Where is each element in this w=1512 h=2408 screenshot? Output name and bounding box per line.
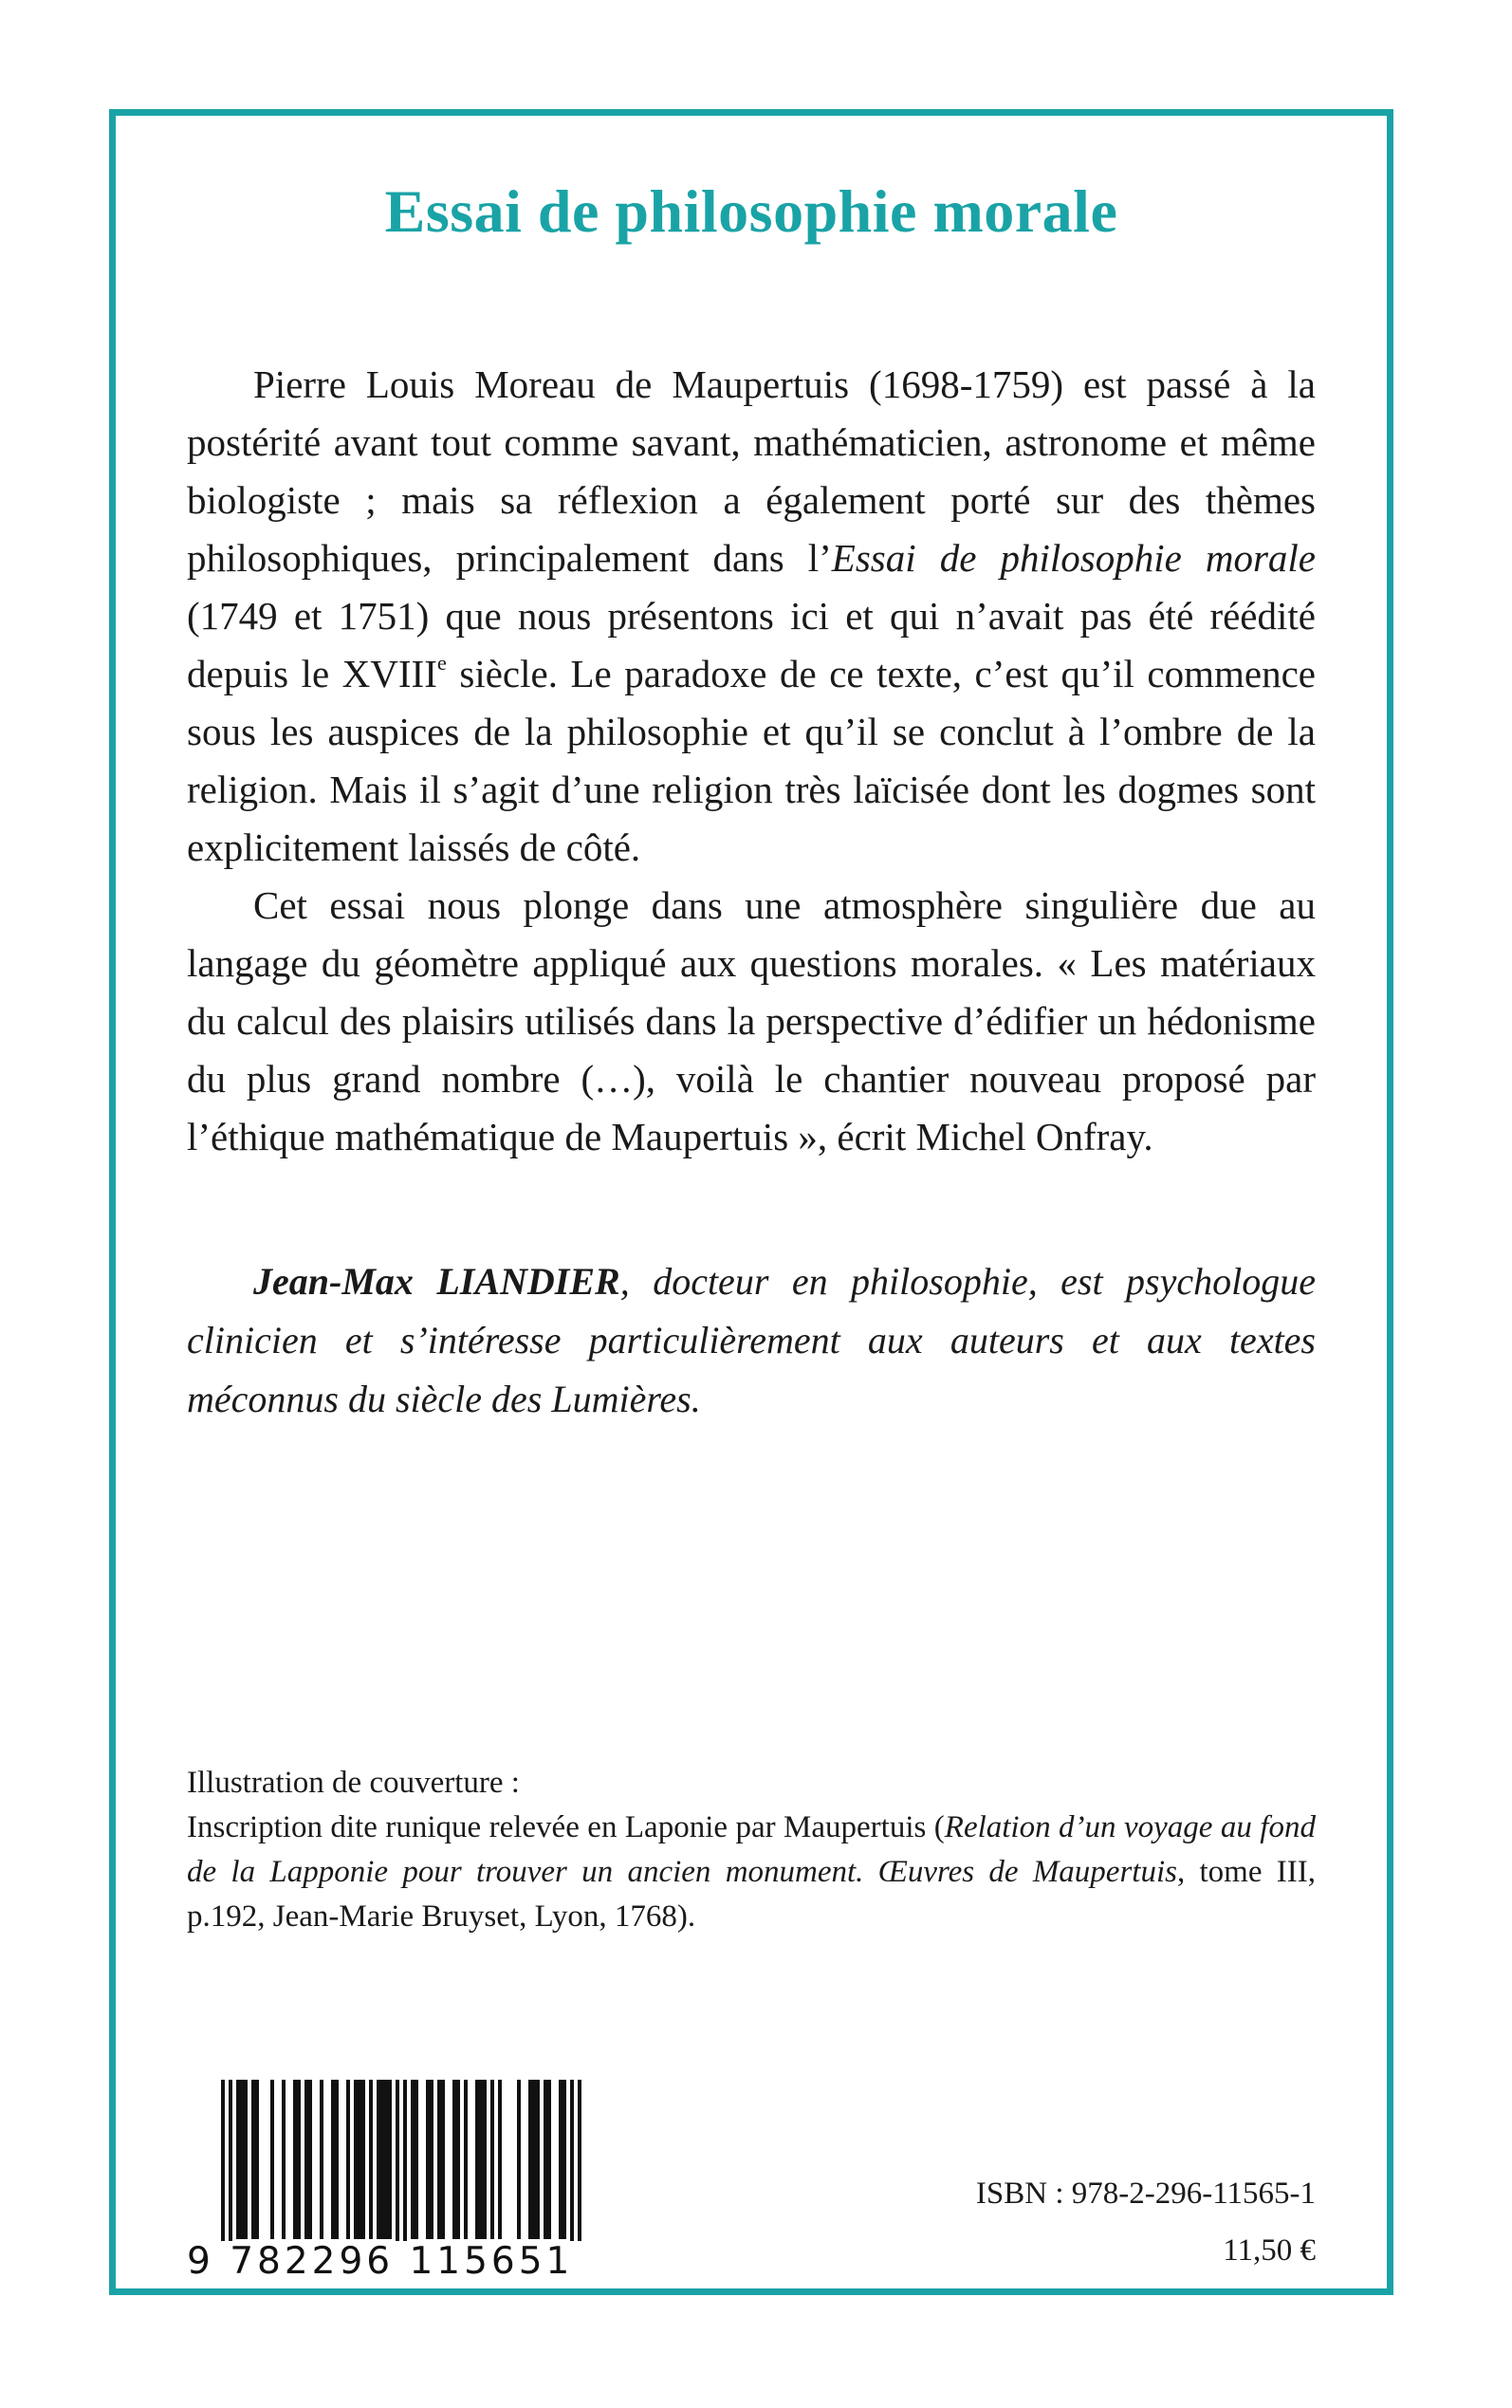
barcode-bar (562, 2080, 566, 2239)
barcode-bar (475, 2080, 479, 2239)
barcode-bar (320, 2080, 323, 2239)
barcode-bar (331, 2080, 335, 2239)
barcode-bar (255, 2080, 259, 2239)
barcode-bar (380, 2080, 384, 2239)
work-title: Essai de philosophie morale (831, 536, 1316, 580)
summary-text: Pierre Louis Moreau de Maupertuis (1698-1759) est passé à la postérité avant tout comme savant, mathématicien, astronome et même biologiste ; mais sa réflexion a également porté sur des thèmes philosophiques, principalement dans l’ (187, 362, 1316, 580)
author-bio-text: , docteur en philosophie, est psychologue clinicien et s’intéresse particulièrement aux auteurs et aux textes méconnus du siècle des Lumières. (187, 1260, 1317, 1420)
barcode-bar (532, 2080, 536, 2239)
barcode-bar (559, 2080, 562, 2239)
barcode-bar (384, 2080, 388, 2239)
barcode-bar (452, 2080, 456, 2239)
illustration-credit (187, 1761, 1316, 1939)
barcode-bar (547, 2080, 551, 2239)
barcode-bar (270, 2080, 274, 2239)
barcode-bar (293, 2080, 297, 2239)
barcode-bar (437, 2080, 441, 2239)
barcode-bar (426, 2080, 430, 2239)
barcode-bar (308, 2080, 312, 2239)
back-cover-summary (187, 356, 1316, 1166)
barcode-bar (361, 2080, 365, 2239)
illustration-credit-text: Inscription dite runique relevée en Laponie par Maupertuis ( (187, 1810, 945, 1844)
barcode-bar (354, 2080, 358, 2239)
barcode-bar (483, 2080, 487, 2239)
book-title: Essai de philosophie morale (384, 177, 1118, 245)
illustration-credit-heading: Illustration de couverture : (187, 1766, 520, 1800)
barcode-bar (297, 2080, 301, 2239)
summary-paragraph-1 (187, 356, 1316, 877)
barcode-bar (498, 2080, 502, 2239)
barcode-bar (415, 2080, 418, 2239)
barcode-bar (236, 2080, 240, 2239)
barcode-bar (282, 2080, 286, 2239)
barcode-bar (304, 2080, 308, 2239)
barcode-bar (517, 2080, 521, 2239)
barcode-bar (430, 2080, 433, 2239)
barcode (187, 2080, 604, 2283)
barcode-bar (251, 2080, 255, 2239)
summary-paragraph-2: Cet essai nous plonge dans une atmosphère singulière due au langage du géomètre appliqué aux questions morales. « Les matériaux du calcul des plaisirs utilisés dans la perspective d’édifier un hédonisme du plus grand nombre (…), voilà le chantier nouveau proposé par l’éthique mathématique de Maupertuis », écrit Michel Onfray. (187, 883, 1316, 1158)
summary-text: siècle. Le paradoxe de ce texte, c’est qu’il commence sous les auspices de la philosophie et qu’il se conclut à l’ombre de la religion. Mais il s’agit d’une religion très laïcisée dont les dogmes sont explicitement laissés de côté. (187, 652, 1316, 869)
author-name: Jean-Max LIANDIER (253, 1260, 620, 1303)
barcode-bar (479, 2080, 483, 2239)
barcode-bar (335, 2080, 339, 2239)
isbn: ISBN : 978-2-296-11565-1 (975, 2176, 1316, 2211)
barcode-bar (536, 2080, 540, 2239)
barcode-bar (544, 2080, 547, 2239)
illustration-credit-text: , tome III, p.192, Jean-Marie Bruyset, Lyon, 1768). (187, 1855, 1317, 1934)
summary-text: (1749 et 1751) que nous présentons ici et qui n’avait pas été réédité depuis le XVIII (187, 594, 1316, 695)
barcode-bar (377, 2080, 380, 2239)
price: 11,50 € (1223, 2233, 1316, 2268)
cover-frame (109, 109, 1393, 2295)
barcode-bar (346, 2080, 350, 2239)
barcode-bar (358, 2080, 361, 2239)
barcode-bar (240, 2080, 244, 2239)
barcode-bar (411, 2080, 415, 2239)
barcode-bar (244, 2080, 248, 2239)
author-bio (187, 1252, 1316, 1429)
barcode-bar (490, 2080, 494, 2239)
century-superscript: e (436, 650, 447, 675)
author-bio-paragraph (187, 1252, 1316, 1429)
barcode-bar (464, 2080, 468, 2239)
illustration-source-title: Relation d’un voyage au fond de la Lapponie pour trouver un ancien monument. Œuvres de Maupertuis (187, 1810, 1316, 1889)
barcode-bar (369, 2080, 373, 2239)
barcode-digits: 9 782296 115651 (187, 2241, 604, 2283)
barcode-bar (388, 2080, 392, 2239)
barcode-bar (528, 2080, 532, 2239)
barcode-bar (456, 2080, 460, 2239)
barcode-bar (441, 2080, 445, 2239)
